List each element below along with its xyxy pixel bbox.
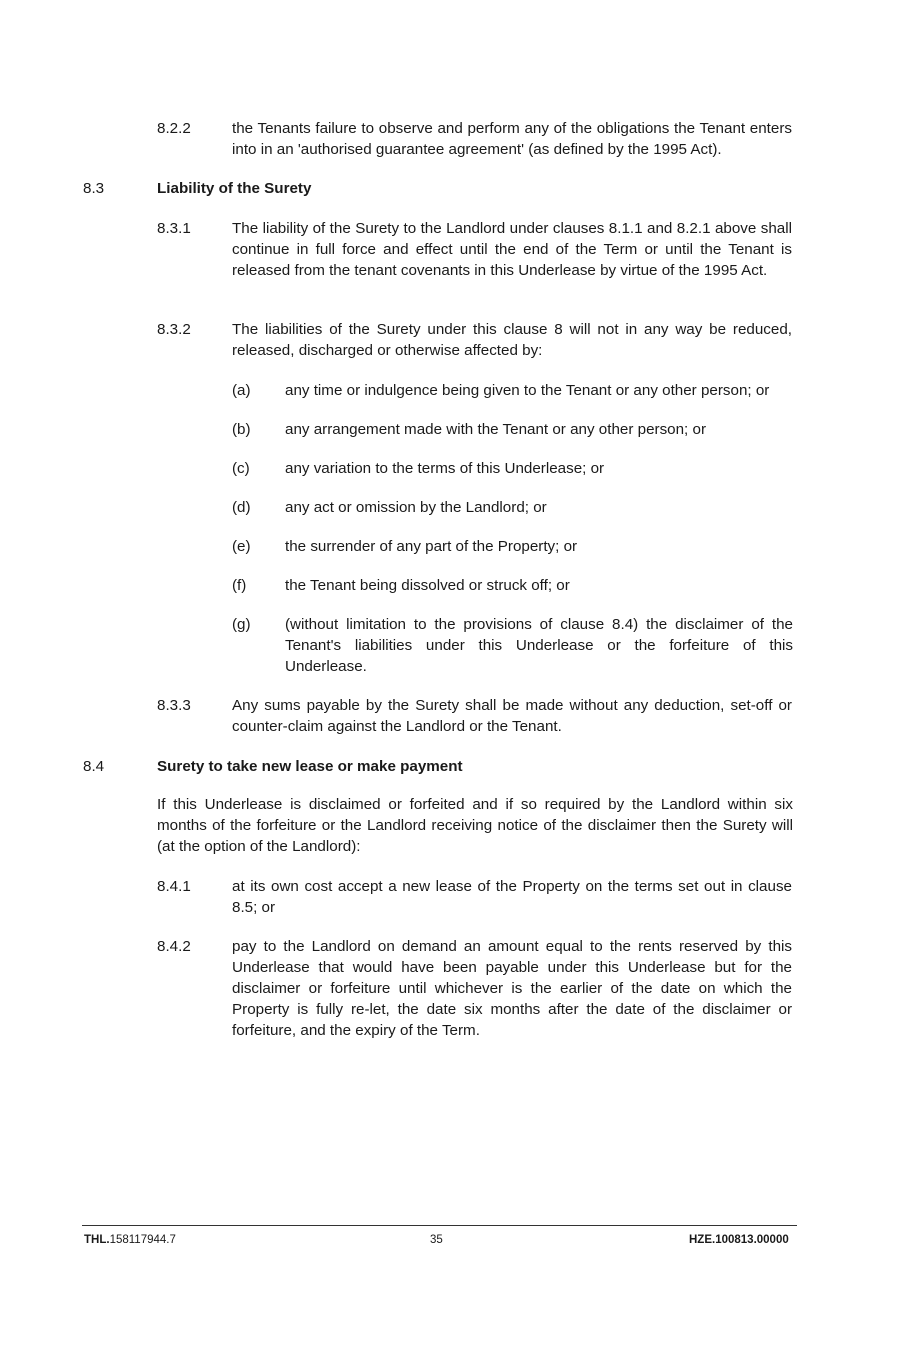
- clause-heading-8-4: Surety to take new lease or make payment: [157, 758, 463, 775]
- item-label-f: (f): [232, 577, 247, 594]
- clause-text-8-4-2: pay to the Landlord on demand an amount equal to the rents reserved by this Underlease that would have been payable under this Underlease but for the disclaimer or forfeiture until whichever is the earlier of the date on which the Property is fully re-let, the date six months after the date of the disclaimer or forfeiture, and the expiry of the Term.: [232, 938, 792, 1039]
- item-text-d: any act or omission by the Landlord; or: [285, 499, 547, 516]
- item-text-c: any variation to the terms of this Underlease; or: [285, 460, 605, 477]
- clause-number-8-2-2: 8.2.2: [157, 120, 191, 137]
- footer-right-reference: HZE.100813.00000: [689, 1234, 789, 1246]
- clause-heading-8-3: Liability of the Surety: [157, 180, 312, 197]
- item-label-e: (e): [232, 538, 251, 555]
- item-text-a: any time or indulgence being given to the Tenant or any other person; or: [285, 382, 770, 399]
- item-text-b: any arrangement made with the Tenant or any other person; or: [285, 421, 706, 438]
- item-label-a: (a): [232, 382, 251, 399]
- clause-number-8-4-1: 8.4.1: [157, 878, 191, 895]
- clause-number-8-3: 8.3: [83, 180, 105, 197]
- item-label-b: (b): [232, 421, 251, 438]
- item-text-f: the Tenant being dissolved or struck off; or: [285, 577, 570, 594]
- page-number: 35: [430, 1234, 443, 1246]
- item-label-d: (d): [232, 499, 251, 516]
- clause-number-8-3-2: 8.3.2: [157, 321, 191, 338]
- clause-text-8-2-2: the Tenants failure to observe and perform any of the obligations the Tenant enters into in an 'authorised guarantee agreement' (as defined by the 1995 Act).: [232, 120, 792, 158]
- item-label-g: (g): [232, 616, 251, 633]
- footer-rule: [82, 1225, 797, 1226]
- clause-text-8-3-2: The liabilities of the Surety under this clause 8 will not in any way be reduced, released, discharged or otherwise affected by:: [232, 321, 792, 359]
- clause-number-8-4-2: 8.4.2: [157, 938, 191, 955]
- item-text-g: (without limitation to the provisions of clause 8.4) the disclaimer of the Tenant's liabilities under this Underlease or the forfeiture of this Underlease.: [285, 616, 793, 675]
- footer-left-number: 158117944.7: [109, 1234, 176, 1246]
- footer-left-reference: [84, 1233, 176, 1247]
- item-text-e: the surrender of any part of the Property; or: [285, 538, 578, 555]
- clause-text-8-3-3: Any sums payable by the Surety shall be made without any deduction, set-off or counter-claim against the Landlord or the Tenant.: [232, 697, 792, 735]
- item-label-c: (c): [232, 460, 250, 477]
- clause-number-8-3-3: 8.3.3: [157, 697, 191, 714]
- footer-left-prefix: THL.: [84, 1234, 110, 1246]
- clause-number-8-3-1: 8.3.1: [157, 220, 191, 237]
- clause-text-8-3-1: The liability of the Surety to the Landlord under clauses 8.1.1 and 8.2.1 above shall continue in full force and effect until the end of the Term or until the Tenant is released from the tenant covenants in this Underlease by virtue of the 1995 Act.: [232, 220, 792, 279]
- clause-text-8-4: If this Underlease is disclaimed or forfeited and if so required by the Landlord within six months of the forfeiture or the Landlord receiving notice of the disclaimer then the Surety will (at the option of the Landlord):: [157, 796, 793, 855]
- clause-text-8-4-1: at its own cost accept a new lease of the Property on the terms set out in clause 8.5; or: [232, 878, 792, 916]
- clause-number-8-4: 8.4: [83, 758, 105, 775]
